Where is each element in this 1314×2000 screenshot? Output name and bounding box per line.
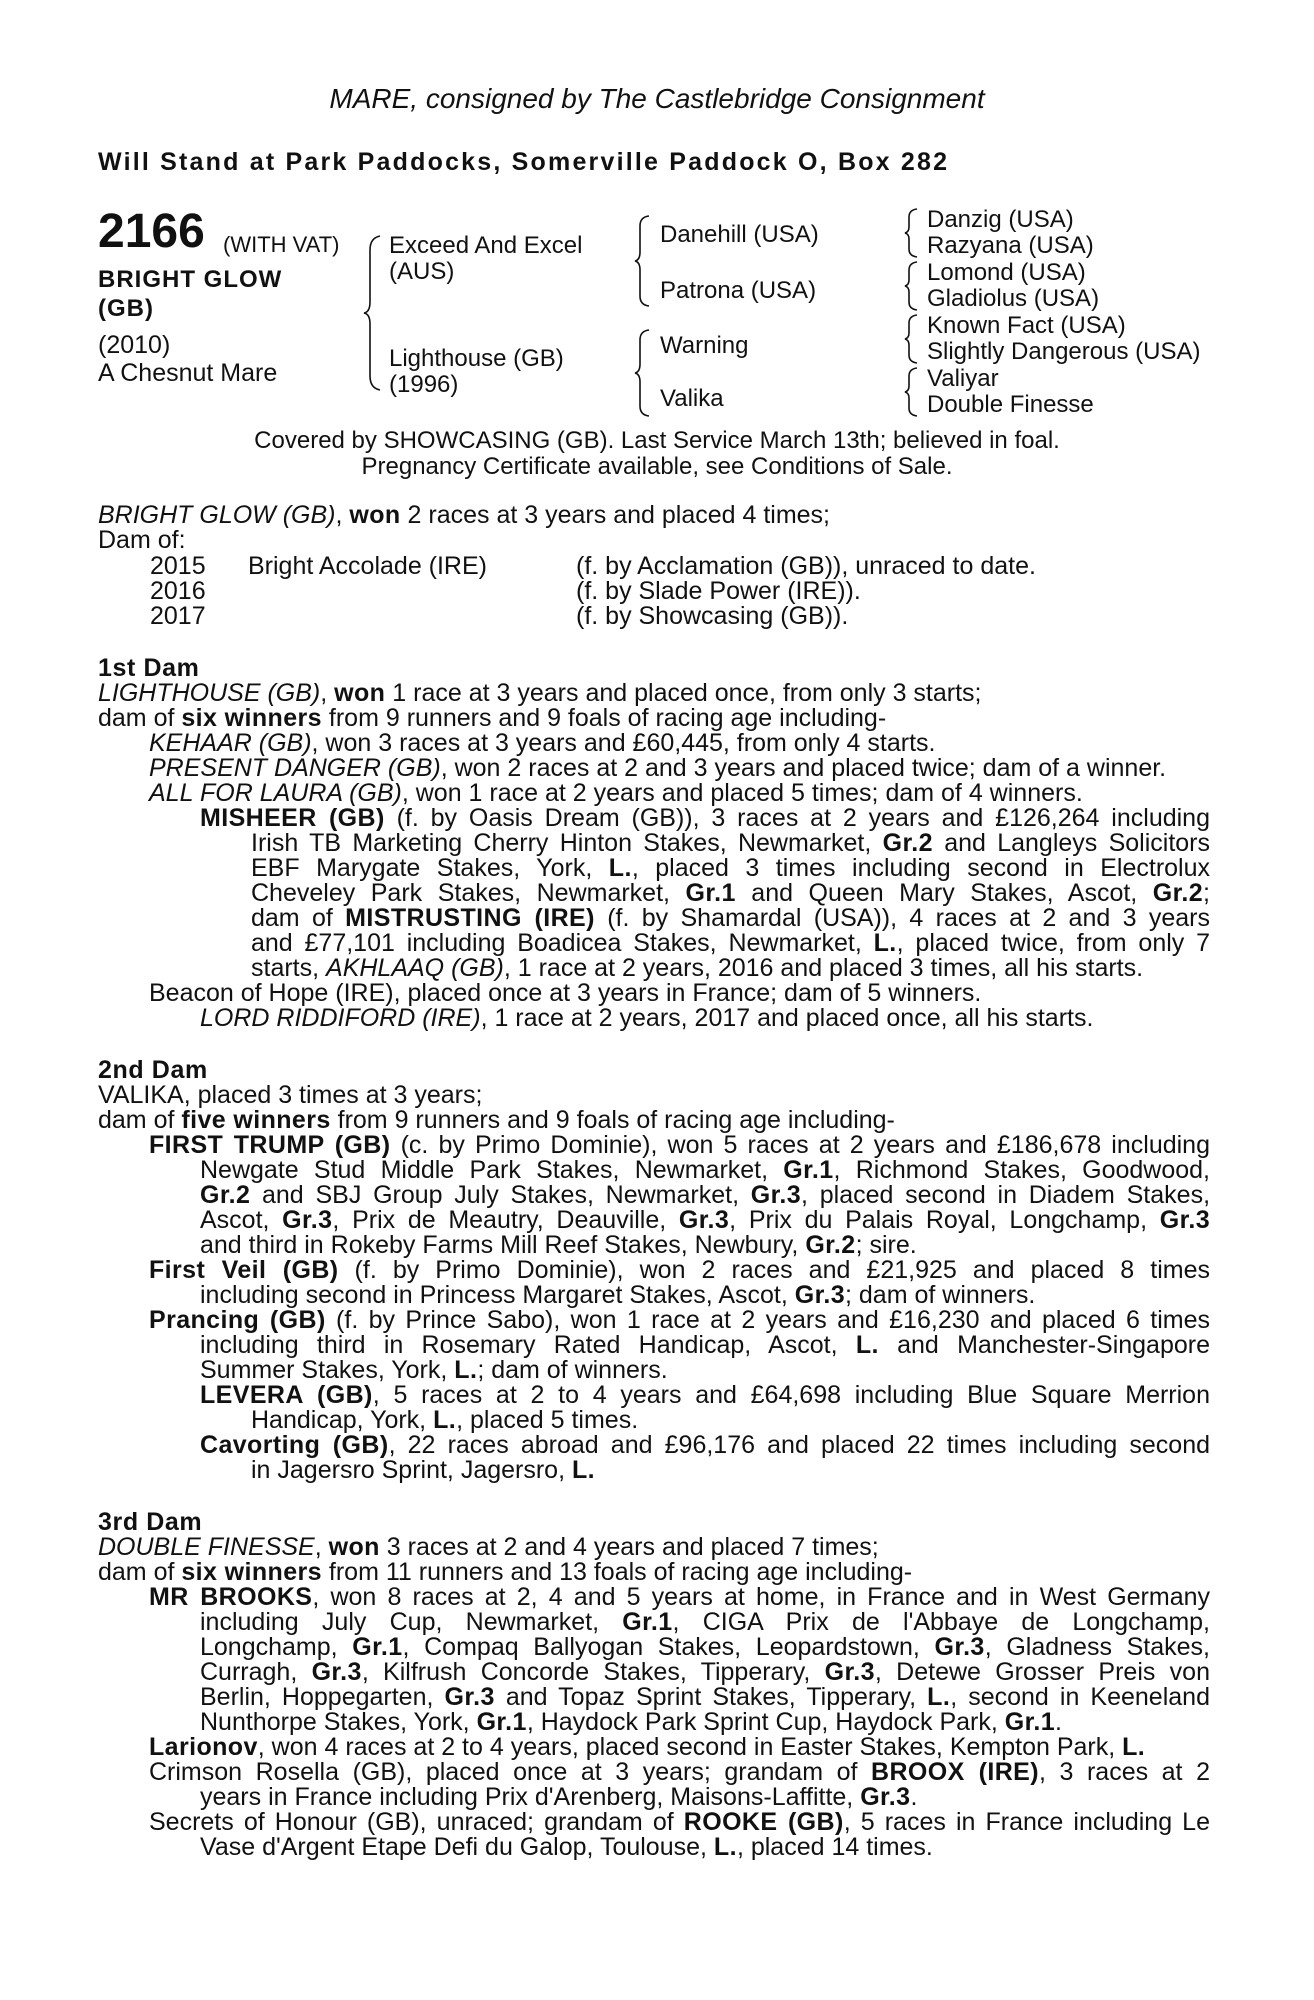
lv-l14-b: L. bbox=[433, 1406, 457, 1434]
third-dam-line11 bbox=[200, 1785, 917, 1811]
rooke-l13-b: L. bbox=[713, 1833, 737, 1861]
fv-l9-a: including second in Princess Margaret Stakes, Ascot, bbox=[200, 1281, 795, 1309]
produce-year-2015: 2015 bbox=[150, 552, 206, 580]
sire-name-line2: (AUS) bbox=[389, 258, 455, 285]
double-finesse-won: won bbox=[328, 1533, 380, 1561]
ft-l4-c: , Richmond Stakes, Goodwood, bbox=[833, 1156, 1210, 1184]
broox-l11-a: years in France including Prix d'Arenberg, Maisons-Laffitte, bbox=[200, 1783, 861, 1811]
third-dam-line6 bbox=[200, 1660, 1210, 1686]
mb-l7-d: L. bbox=[927, 1683, 951, 1711]
kehaar-name: KEHAAR (GB) bbox=[149, 729, 312, 757]
mb-l8-d: Gr.1 bbox=[1004, 1708, 1056, 1736]
stand-location: Will Stand at Park Paddocks, Somerville Paddock O, Box 282 bbox=[98, 148, 950, 176]
broox-l11-c: . bbox=[910, 1783, 918, 1811]
first-dam-line9 bbox=[251, 881, 1210, 907]
mb-l6-d: Gr.3 bbox=[824, 1658, 875, 1686]
lv-l14-c: , placed 5 times. bbox=[456, 1406, 639, 1434]
second-dam-title: 2nd Dam bbox=[98, 1056, 208, 1084]
pr-l11-b: L. bbox=[855, 1331, 879, 1359]
first-veil-name: First Veil (GB) bbox=[149, 1256, 339, 1284]
third-dam-line2 bbox=[98, 1560, 912, 1586]
ft-l4-a: Newgate Stud Middle Park Stakes, Newmarket, bbox=[200, 1156, 784, 1184]
prancing-name: Prancing (GB) bbox=[149, 1306, 326, 1334]
double-finesse-record: 3 races at 2 and 4 years and placed 7 times; bbox=[379, 1533, 879, 1561]
mistrusting-l11-b: L. bbox=[873, 929, 897, 957]
pedigree-brace-sire-line bbox=[633, 212, 653, 312]
akhlaaq-name: AKHLAAQ (GB) bbox=[326, 954, 504, 982]
lv-l14-a: Handicap, York, bbox=[251, 1406, 434, 1434]
first-dam-line3 bbox=[149, 731, 935, 757]
akhlaaq-record: , 1 race at 2 years, 2016 and placed 3 times, all his starts. bbox=[503, 954, 1144, 982]
pedigree-brace-g1 bbox=[903, 206, 921, 260]
akhlaaq-pre: starts, bbox=[251, 954, 327, 982]
present-danger-name: PRESENT DANGER (GB) bbox=[149, 754, 441, 782]
first-trump-record: (c. by Primo Dominie), won 5 races at 2 years and £186,678 including bbox=[390, 1131, 1210, 1159]
ft-l6-c: , Prix de Meautry, Deauville, bbox=[332, 1206, 679, 1234]
great-grandparent-3: Lomond (USA) bbox=[927, 259, 1086, 286]
produce-intro: BRIGHT GLOW (GB), won 2 races at 3 years and placed 4 times; bbox=[98, 501, 831, 529]
rooke-record: , 5 races in France including Le bbox=[843, 1808, 1210, 1836]
mb-l8-a: Nunthorpe Stakes, York, bbox=[200, 1708, 477, 1736]
mr-brooks-name: MR BROOKS bbox=[149, 1583, 313, 1611]
mb-l8-b: Gr.1 bbox=[476, 1708, 527, 1736]
misheer-l9-a: Cheveley Park Stakes, Newmarket, bbox=[251, 879, 686, 907]
valika-damof: dam of bbox=[98, 1106, 182, 1134]
first-dam-line8 bbox=[251, 856, 1210, 882]
pedigree-brace-g4 bbox=[903, 365, 921, 419]
third-dam-line1: DOUBLE FINESSE, won 3 races at 2 and 4 years and placed 7 times; bbox=[98, 1533, 879, 1561]
mb-l5-c: , Compaq Ballyogan Stakes, Leopardstown, bbox=[402, 1633, 935, 1661]
second-dam-line2 bbox=[98, 1108, 895, 1134]
pedigree-brace-g2 bbox=[903, 259, 921, 313]
produce-name-2015: Bright Accolade (IRE) bbox=[248, 552, 487, 580]
prancing-record: (f. by Prince Sabo), won 1 race at 2 years and £16,230 and placed 6 times bbox=[325, 1306, 1210, 1334]
horse-name bbox=[98, 265, 328, 323]
second-dam-line16 bbox=[251, 1458, 595, 1484]
mistrusting-name: MISTRUSTING (IRE) bbox=[345, 904, 595, 932]
produce-year-2017: 2017 bbox=[150, 602, 206, 630]
cv-l16-b: L. bbox=[571, 1456, 596, 1484]
kehaar-record: , won 3 races at 3 years and £60,445, from only 4 starts. bbox=[311, 729, 936, 757]
pedigree-brace-dam-line bbox=[633, 326, 653, 422]
misheer-l8-b: L. bbox=[608, 854, 632, 882]
ft-l7-c: ; sire. bbox=[855, 1231, 917, 1259]
ft-l6-f: Gr.3 bbox=[1159, 1206, 1210, 1234]
first-dam-line10 bbox=[251, 906, 1210, 932]
ft-l6-b: Gr.3 bbox=[282, 1206, 333, 1234]
horse-description: A Chesnut Mare bbox=[98, 359, 278, 387]
ft-l5-b: and SBJ Group July Stakes, Newmarket, bbox=[250, 1181, 751, 1209]
mb-l5-b: Gr.1 bbox=[352, 1633, 403, 1661]
produce-intro-won: won bbox=[349, 501, 401, 529]
mb-l5-d: Gr.3 bbox=[934, 1633, 985, 1661]
mb-l4-c: , CIGA Prix de l'Abbaye de Longchamp, bbox=[672, 1608, 1211, 1636]
lord-riddiford-name: LORD RIDDIFORD (IRE) bbox=[200, 1004, 481, 1032]
first-dam-damof: dam of bbox=[98, 704, 182, 732]
fv-l9-c: ; dam of winners. bbox=[845, 1281, 1036, 1309]
ft-l5-d: , placed second in Diadem Stakes, bbox=[801, 1181, 1211, 1209]
mb-l7-a: Berlin, Hoppegarten, bbox=[200, 1683, 445, 1711]
second-dam-line8 bbox=[149, 1258, 1210, 1284]
produce-note-2016: (f. by Slade Power (IRE)). bbox=[576, 577, 861, 605]
second-dam-line7 bbox=[200, 1233, 917, 1259]
first-dam-line12 bbox=[251, 956, 1143, 982]
mb-l6-e: , Detewe Grosser Preis von bbox=[874, 1658, 1210, 1686]
produce-year-2016: 2016 bbox=[150, 577, 206, 605]
mistrusting-record: (f. by Shamardal (USA)), 4 races at 2 and 3 years bbox=[594, 904, 1210, 932]
broox-name: BROOX (IRE) bbox=[871, 1758, 1039, 1786]
first-dam-line11 bbox=[251, 931, 1210, 957]
rooke-name: ROOKE (GB) bbox=[683, 1808, 844, 1836]
dam-name-line2: (1996) bbox=[389, 371, 459, 398]
mistrusting-l11-c: , placed twice, from only 7 bbox=[896, 929, 1211, 957]
second-dam-line3 bbox=[149, 1133, 1210, 1159]
third-dam-line7 bbox=[200, 1685, 1210, 1711]
misheer-name: MISHEER (GB) bbox=[200, 804, 385, 832]
pr-l11-c: and Manchester-Singapore bbox=[878, 1331, 1210, 1359]
dam-dam: Valika bbox=[660, 385, 724, 412]
dam-sire: Warning bbox=[660, 332, 749, 359]
pr-l12-a: Summer Stakes, York, bbox=[200, 1356, 455, 1384]
mb-l5-a: Longchamp, bbox=[200, 1633, 353, 1661]
second-dam-line5 bbox=[200, 1183, 1210, 1209]
mb-l5-e: , Gladness Stakes, bbox=[984, 1633, 1210, 1661]
first-dam-name: LIGHTHOUSE (GB) bbox=[98, 679, 321, 707]
first-veil-record: (f. by Primo Dominie), won 2 races and £21,925 and placed 8 times bbox=[338, 1256, 1210, 1284]
df-damof: dam of bbox=[98, 1558, 182, 1586]
df-winners: six winners bbox=[181, 1558, 322, 1586]
pr-l11-a: including third in Rosemary Rated Handicap, Ascot, bbox=[200, 1331, 856, 1359]
misheer-record: (f. by Oasis Dream (GB)), 3 races at 2 years and £126,264 including bbox=[384, 804, 1210, 832]
mb-l7-c: and Topaz Sprint Stakes, Tipperary, bbox=[494, 1683, 928, 1711]
first-dam-line2 bbox=[98, 706, 886, 732]
misheer-l10-a: dam of bbox=[251, 904, 346, 932]
mb-l8-c: , Haydock Park Sprint Cup, Haydock Park, bbox=[526, 1708, 1005, 1736]
misheer-l8-c: , placed 3 times including second in Electrolux bbox=[631, 854, 1211, 882]
misheer-l9-b: Gr.1 bbox=[685, 879, 736, 907]
third-dam-title: 3rd Dam bbox=[98, 1508, 203, 1536]
third-dam-line9 bbox=[149, 1735, 1145, 1761]
first-dam-runners: from 9 runners and 9 foals of racing age including- bbox=[321, 704, 887, 732]
first-dam-line6 bbox=[200, 806, 1210, 832]
misheer-l8-a: EBF Marygate Stakes, York, bbox=[251, 854, 609, 882]
first-trump-name: FIRST TRUMP (GB) bbox=[149, 1131, 391, 1159]
horse-name-line2: (GB) bbox=[98, 295, 154, 322]
present-danger-record: , won 2 races at 2 and 3 years and placed twice; dam of a winner. bbox=[440, 754, 1167, 782]
ft-l5-a: Gr.2 bbox=[200, 1181, 251, 1209]
ft-l5-c: Gr.3 bbox=[750, 1181, 802, 1209]
pedigree-brace-sire-dam bbox=[362, 232, 384, 394]
ft-l7-b: Gr.2 bbox=[805, 1231, 856, 1259]
rooke-l13-c: , placed 14 times. bbox=[736, 1833, 933, 1861]
first-dam-line7 bbox=[251, 831, 1210, 857]
cavorting-name: Cavorting (GB) bbox=[200, 1431, 389, 1459]
third-dam-line5 bbox=[200, 1635, 1210, 1661]
mistrusting-l11-a: and £77,101 including Boadicea Stakes, Newmarket, bbox=[251, 929, 874, 957]
second-dam-line11 bbox=[200, 1333, 1210, 1359]
cavorting-record: , 22 races abroad and £96,176 and placed 22 times including second bbox=[388, 1431, 1210, 1459]
first-dam-won: won bbox=[334, 679, 386, 707]
produce-intro-rest: 2 races at 3 years and placed 4 times; bbox=[400, 501, 831, 529]
lord-riddiford-record: , 1 race at 2 years, 2017 and placed once, all his starts. bbox=[480, 1004, 1094, 1032]
third-dam-line10 bbox=[149, 1760, 1210, 1786]
mb-l8-e: . bbox=[1055, 1708, 1062, 1736]
broox-l11-b: Gr.3 bbox=[860, 1783, 911, 1811]
first-dam-line1: LIGHTHOUSE (GB), won 1 race at 3 years and placed once, from only 3 starts; bbox=[98, 679, 982, 707]
second-dam-line15 bbox=[200, 1433, 1210, 1459]
all-for-laura-name: ALL FOR LAURA (GB) bbox=[149, 779, 402, 807]
misheer-l7-c: and Langleys Solicitors bbox=[932, 829, 1211, 857]
misheer-l9-d: Gr.2 bbox=[1152, 879, 1204, 907]
all-for-laura-record: , won 1 race at 2 years and placed 5 times; dam of 4 winners. bbox=[401, 779, 1083, 807]
foaling-year: (2010) bbox=[98, 331, 171, 359]
third-dam-line8 bbox=[200, 1710, 1062, 1736]
cv-l16-a: in Jagersro Sprint, Jagersro, bbox=[251, 1456, 572, 1484]
pr-l12-c: ; dam of winners. bbox=[477, 1356, 668, 1384]
levera-record: , 5 races at 2 to 4 years and £64,698 including Blue Square Merrion bbox=[372, 1381, 1210, 1409]
misheer-l7-b: Gr.2 bbox=[882, 829, 933, 857]
first-dam-line5 bbox=[149, 781, 1083, 807]
third-dam-line13 bbox=[200, 1835, 933, 1861]
mb-l4-a: including July Cup, Newmarket, bbox=[200, 1608, 623, 1636]
great-grandparent-1: Danzig (USA) bbox=[927, 206, 1074, 233]
misheer-l7-a: Irish TB Marketing Cherry Hinton Stakes, Newmarket, bbox=[251, 829, 883, 857]
larionov-record: , won 4 races at 2 to 4 years, placed second in Easter Stakes, Kempton Park, bbox=[257, 1733, 1123, 1761]
consignment-title: MARE, consigned by The Castlebridge Consignment bbox=[329, 83, 985, 114]
pr-l12-b: L. bbox=[454, 1356, 478, 1384]
mb-l6-b: Gr.3 bbox=[311, 1658, 362, 1686]
second-dam-line14 bbox=[251, 1408, 638, 1434]
pedigree-brace-g3 bbox=[903, 312, 921, 366]
double-finesse-name: DOUBLE FINESSE bbox=[98, 1533, 315, 1561]
sire-name-line1: Exceed And Excel bbox=[389, 232, 583, 259]
dam-name-line1: Lighthouse (GB) bbox=[389, 345, 564, 372]
fv-l9-b: Gr.3 bbox=[794, 1281, 845, 1309]
great-grandparent-5: Known Fact (USA) bbox=[927, 312, 1126, 339]
great-grandparent-6: Slightly Dangerous (USA) bbox=[927, 338, 1201, 365]
covering-line1: Covered by SHOWCASING (GB). Last Service March 13th; believed in foal. bbox=[254, 427, 1060, 454]
horse-meta bbox=[98, 331, 277, 387]
second-dam-line4 bbox=[200, 1158, 1210, 1184]
produce-intro-name: BRIGHT GLOW (GB) bbox=[98, 501, 336, 529]
larionov-listed: L. bbox=[1122, 1733, 1146, 1761]
covering-line2: Pregnancy Certificate available, see Conditions of Sale. bbox=[361, 452, 953, 480]
larionov-name: Larionov bbox=[149, 1733, 258, 1761]
ft-l6-d: Gr.3 bbox=[678, 1206, 730, 1234]
second-dam-line6 bbox=[200, 1208, 1210, 1234]
ft-l6-e: , Prix du Palais Royal, Longchamp, bbox=[729, 1206, 1160, 1234]
misheer-l9-c: and Queen Mary Stakes, Ascot, bbox=[735, 879, 1153, 907]
df-runners: from 11 runners and 13 foals of racing age including- bbox=[321, 1558, 913, 1586]
produce-note-2017: (f. by Showcasing (GB)). bbox=[576, 602, 849, 630]
vat-note: (WITH VAT) bbox=[223, 232, 340, 257]
levera-name: LEVERA (GB) bbox=[200, 1381, 373, 1409]
covering-note bbox=[0, 428, 1314, 479]
second-dam-line1: VALIKA, placed 3 times at 3 years; bbox=[98, 1081, 483, 1109]
crimson-rosella: Crimson Rosella (GB), placed once at 3 years; grandam of bbox=[149, 1758, 872, 1786]
lot-number: 2166 bbox=[98, 205, 205, 258]
first-dam-title: 1st Dam bbox=[98, 654, 200, 682]
sire-sire: Danehill (USA) bbox=[660, 221, 819, 248]
misheer-l9-e: ; bbox=[1203, 879, 1210, 907]
ft-l4-b: Gr.1 bbox=[783, 1156, 834, 1184]
valika-winners: five winners bbox=[181, 1106, 331, 1134]
great-grandparent-4: Gladiolus (USA) bbox=[927, 285, 1100, 312]
mb-l7-b: Gr.3 bbox=[444, 1683, 495, 1711]
first-dam-line14 bbox=[200, 1006, 1093, 1032]
ft-l6-a: Ascot, bbox=[200, 1206, 283, 1234]
great-grandparent-8: Double Finesse bbox=[927, 391, 1094, 418]
secrets-of-honour: Secrets of Honour (GB), unraced; grandam of bbox=[149, 1808, 684, 1836]
ft-l7-a: and third in Rokeby Farms Mill Reef Stakes, Newbury, bbox=[200, 1231, 806, 1259]
broox-record: , 3 races at 2 bbox=[1038, 1758, 1210, 1786]
mb-l4-b: Gr.1 bbox=[622, 1608, 673, 1636]
great-grandparent-2: Razyana (USA) bbox=[927, 232, 1094, 259]
sire-dam: Patrona (USA) bbox=[660, 277, 817, 304]
produce-note-2015: (f. by Acclamation (GB)), unraced to date. bbox=[576, 552, 1036, 580]
second-dam-line9 bbox=[200, 1283, 1035, 1309]
third-dam-line4 bbox=[200, 1610, 1210, 1636]
third-dam-line3 bbox=[149, 1585, 1210, 1611]
first-dam-line4 bbox=[149, 756, 1166, 782]
dam-of-label: Dam of: bbox=[98, 526, 186, 554]
second-dam-line12 bbox=[200, 1358, 668, 1384]
mr-brooks-record: , won 8 races at 2, 4 and 5 years at home, in France and in West Germany bbox=[312, 1583, 1211, 1611]
first-dam-winners: six winners bbox=[181, 704, 322, 732]
rooke-l13-a: Vase d'Argent Etape Defi du Galop, Toulouse, bbox=[200, 1833, 714, 1861]
great-grandparent-7: Valiyar bbox=[927, 365, 999, 392]
second-dam-line13 bbox=[200, 1383, 1210, 1409]
valika-runners: from 9 runners and 9 foals of racing age including- bbox=[330, 1106, 895, 1134]
first-dam-record: 1 race at 3 years and placed once, from only 3 starts; bbox=[385, 679, 982, 707]
mb-l6-c: , Kilfrush Concorde Stakes, Tipperary, bbox=[361, 1658, 825, 1686]
mb-l6-a: Curragh, bbox=[200, 1658, 312, 1686]
mb-l7-e: , second in Keeneland bbox=[950, 1683, 1210, 1711]
third-dam-line12 bbox=[149, 1810, 1210, 1836]
second-dam-line10 bbox=[149, 1308, 1210, 1334]
first-dam-line13: Beacon of Hope (IRE), placed once at 3 years in France; dam of 5 winners. bbox=[149, 979, 982, 1007]
horse-name-line1: BRIGHT GLOW bbox=[98, 266, 283, 293]
